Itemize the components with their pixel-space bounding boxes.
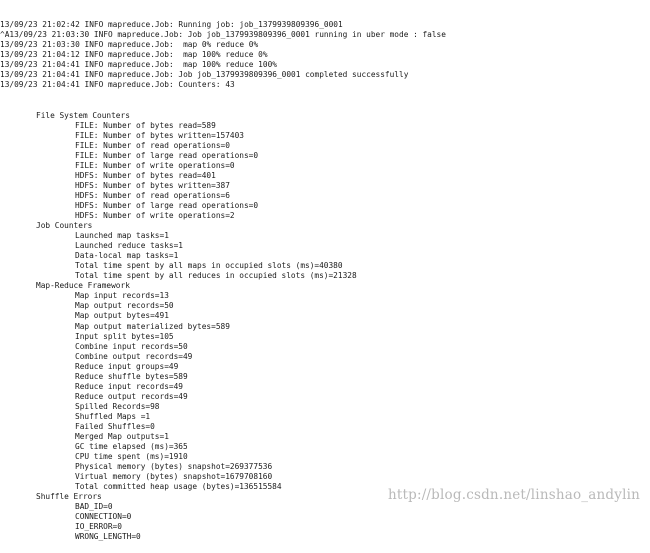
counter-line: Virtual memory (bytes) snapshot=1679708160 — [75, 472, 273, 482]
counter-line: IO_ERROR=0 — [75, 522, 122, 532]
counter-line: Reduce input groups=49 — [75, 361, 179, 371]
counter-line: FILE: Number of read operations=0 — [75, 140, 230, 150]
counter-line: Combine input records=50 — [75, 341, 188, 351]
counter-group-title: File System Counters — [36, 110, 130, 120]
counter-line: HDFS: Number of write operations=2 — [75, 210, 235, 220]
counter-line: HDFS: Number of large read operations=0 — [75, 200, 259, 210]
log-line: 13/09/23 21:04:41 INFO mapreduce.Job: map 100% reduce 100% — [0, 60, 277, 70]
counter-line: Reduce shuffle bytes=589 — [75, 371, 188, 381]
counter-groups — [0, 111, 650, 543]
log-line: 13/09/23 21:03:30 INFO mapreduce.Job: map 0% reduce 0% — [0, 40, 259, 50]
counter-group-title: Job Counters — [36, 221, 93, 231]
counter-line: Map input records=13 — [75, 291, 169, 301]
log-line: 13/09/23 21:02:42 INFO mapreduce.Job: Running job: job_1379939809396_0001 — [0, 20, 343, 30]
counter-line: Reduce output records=49 — [75, 391, 188, 401]
log-line: 13/09/23 21:04:41 INFO mapreduce.Job: Counters: 43 — [0, 80, 235, 90]
blog-watermark: http://blog.csdn.net/linshao_andylin — [387, 487, 640, 503]
counter-line: Merged Map outputs=1 — [75, 432, 169, 442]
counter-line: Total time spent by all maps in occupied slots (ms)=40380 — [75, 261, 343, 271]
counter-line: HDFS: Number of bytes read=401 — [75, 170, 216, 180]
counter-line: WRONG_LENGTH=0 — [75, 532, 141, 542]
counter-line: Data-local map tasks=1 — [75, 251, 179, 261]
counter-group-title: Map-Reduce Framework — [36, 281, 130, 291]
counter-line: Combine output records=49 — [75, 351, 193, 361]
counter-line: FILE: Number of write operations=0 — [75, 160, 235, 170]
log-line: ^A13/09/23 21:03:30 INFO mapreduce.Job: Job job_1379939809396_0001 running in uber mode : false — [0, 30, 446, 40]
log-line: 13/09/23 21:04:41 INFO mapreduce.Job: Job job_1379939809396_0001 completed successfully — [0, 70, 409, 80]
counter-line: Failed Shuffles=0 — [75, 421, 155, 431]
counter-line: Launched reduce tasks=1 — [75, 241, 183, 251]
counter-line: GC time elapsed (ms)=365 — [75, 442, 188, 452]
log-header-lines — [0, 20, 650, 90]
counter-line: Input split bytes=105 — [75, 331, 174, 341]
counter-line: Total committed heap usage (bytes)=136515584 — [75, 482, 282, 492]
counter-line: BAD_ID=0 — [75, 502, 113, 512]
counter-line: Total time spent by all reduces in occupied slots (ms)=21328 — [75, 271, 357, 281]
counter-line: Reduce input records=49 — [75, 381, 183, 391]
counter-line: CPU time spent (ms)=1910 — [75, 452, 188, 462]
counter-line: Spilled Records=98 — [75, 401, 160, 411]
log-line: 13/09/23 21:04:12 INFO mapreduce.Job: map 100% reduce 0% — [0, 50, 268, 60]
counter-line: FILE: Number of bytes read=589 — [75, 120, 216, 130]
counter-line: Map output records=50 — [75, 301, 174, 311]
counter-line: Shuffled Maps =1 — [75, 411, 151, 421]
counter-line: Map output materialized bytes=589 — [75, 321, 230, 331]
counter-line: Map output bytes=491 — [75, 311, 169, 321]
counter-line: Launched map tasks=1 — [75, 231, 169, 241]
counter-line: Physical memory (bytes) snapshot=269377536 — [75, 462, 273, 472]
counter-line: HDFS: Number of read operations=6 — [75, 190, 230, 200]
counter-line: CONNECTION=0 — [75, 512, 132, 522]
counter-line: FILE: Number of bytes written=157403 — [75, 130, 244, 140]
counter-group-title: Shuffle Errors — [36, 492, 102, 502]
counter-line: HDFS: Number of bytes written=387 — [75, 180, 230, 190]
counter-line: FILE: Number of large read operations=0 — [75, 150, 259, 160]
